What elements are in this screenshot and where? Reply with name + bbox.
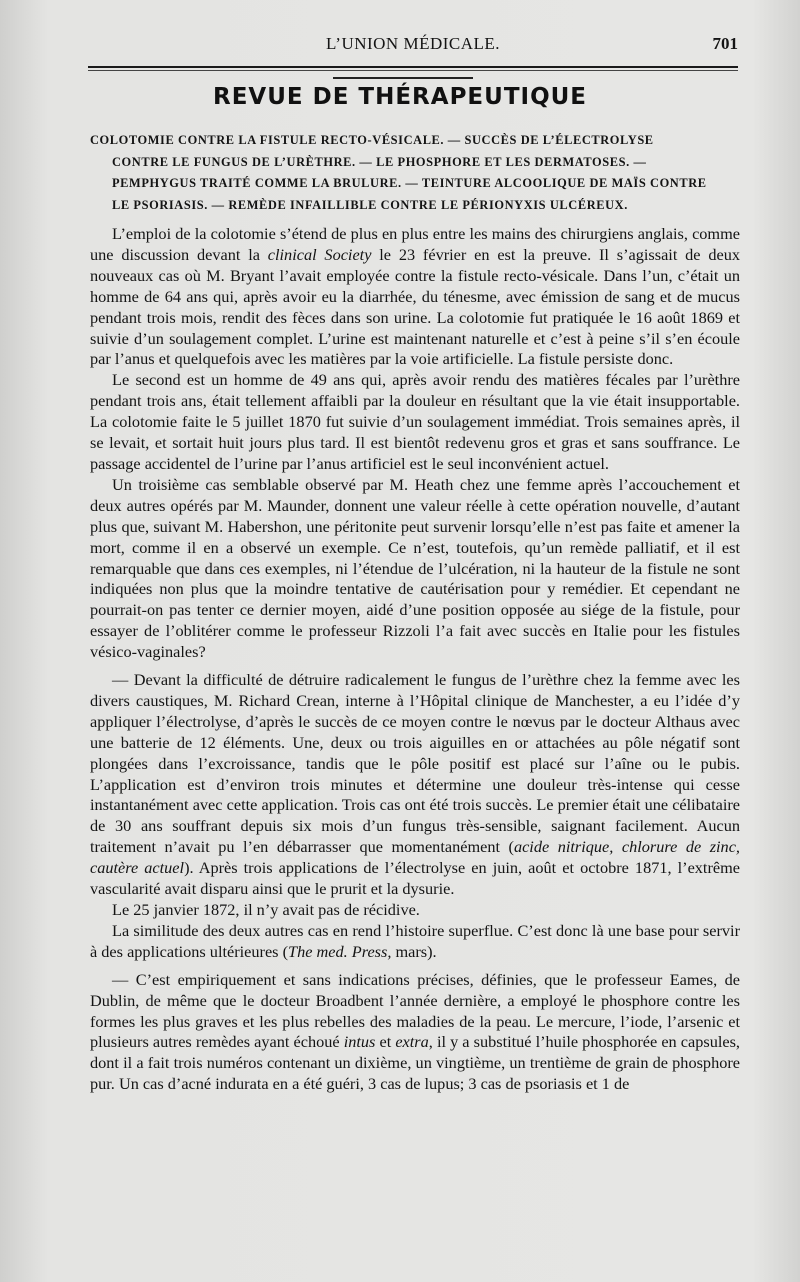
running-head [88, 34, 738, 60]
treatments-list: acide nitrique, chlorure de zinc, cautère actuel [90, 837, 740, 878]
journal-reference: The med. Press, [288, 941, 392, 961]
summary-line: CONTRE LE FUNGUS DE L’URÈTHRE. — LE PHOSPHORE ET LES DERMATOSES. — [112, 154, 647, 169]
paragraph-no-recurrence: Le 25 janvier 1872, il n’y avait pas de récidive. [112, 900, 420, 919]
header-rule [88, 66, 738, 68]
summary-line: COLOTOMIE CONTRE LA FISTULE RECTO-VÉSICALE. — SUCCÈS DE L’ÉLECTROLYSE [90, 133, 654, 147]
section-title: REVUE DE THÉRAPEUTIQUE [212, 84, 588, 110]
section-summary [90, 130, 740, 216]
paragraph-colotomy: L’emploi de la colotomie s’étend de plus en plus entre les mains des chirurgiens anglais, comme une discussion devant la clinical Society le 23 février en est la preuve. Il s’agissait de deux nouveaux cas où M. Bryant l’avait employée contre la fistule recto-vésicale. Dans l’un, c’était un homme de 64 ans qui, après avoir eu la diarrhée, du ténesme, avec émission de sang et de mucus pendant trois mois, rendit des fèces dans son urine. La colotomie fut pratiquée le 16 août 1869 et suivie d’un soulagement complet. L’urine est maintenant naturelle et c’est à peine s’il s’en écoule par l’anus et quelquefois avec les matières par la voie artificielle. La fistule persiste donc. [90, 224, 740, 369]
paragraph-similitude: La similitude des deux autres cas en rend l’histoire superflue. C’est donc là une base pour servir à des applications ultérieures (The med. Press, mars). [90, 920, 740, 961]
header-rule-thin [88, 70, 738, 71]
summary-line: PEMPHYGUS TRAITÉ COMME LA BRULURE. — TEINTURE ALCOOLIQUE DE MAÏS CONTRE [112, 176, 707, 190]
paragraph-electrolysis: — Devant la difficulté de détruire radicalement le fungus de l’urèthre chez la femme avec les divers caustiques, M. Richard Crean, interne à l’Hôpital clinique de Manchester, a eu l’idée d’y appliquer l’électrolyse, d’après le succès de ce moyen contre le nœvus par le docteur Althaus avec une batterie de 12 éléments. Une, deux ou trois aiguilles en or attachées au pôle négatif sont plongées dans l’excroissance, tandis que le pôle positif est placé sur l’aîne ou le pubis. L’application est d’environ trois minutes et détermine une douleur très-intense qui cesse instantanément avec cette application. Trois cas ont été trois succès. Le premier était une célibataire de 30 ans souffrant depuis six mois d’un fungus très-sensible, saignant facilement. Aucun traitement n’avait pu l’en débarrasser que momentanément (acide nitrique, chlorure de zinc, cautère actuel). Après trois applications de l’électrolyse en juin, août et octobre 1871, l’extrême vascularité avait disparu ainsi que le prurit et la dysurie. [90, 670, 740, 899]
paragraph-third-case: Un troisième cas semblable observé par M. Heath chez une femme après l’accouchement et deux autres opérés par M. Maunder, donnent une valeur réelle à cette opération nouvelle, d’autant plus que, suivant M. Habershon, une péritonite peut survenir lorsqu’elle n’est pas faite et amener la mort, comme il en a observé un exemple. Ce n’est, toutefois, qu’un remède palliatif, et il est remarquable que dans ces exemples, ni l’étendue de l’ulcération, ni la hauteur de la fistule ne sont indiquées non plus que la moindre tentative de cautérisation pour y remédier. Et cependant ne pourrait-on pas tenter ce dernier moyen, aidé d’une position opposée au siége de la fistule, pour essayer de l’oblitérer comme le professeur Rizzoli l’a fait avec succès en Italie pour les fistules vésico-vaginales? [90, 474, 740, 662]
paragraph-second-case: Le second est un homme de 49 ans qui, après avoir rendu des matières fécales par l’urèthre pendant trois ans, était tellement affaibli par la douleur en résultant que la vie était insupportable. La colotomie faite le 5 juillet 1870 fut suivie d’un soulagement immédiat. Trois semaines après, il se levait, et sortait huit jours plus tard. Il est bientôt redevenu gros et gras et sans souffrance. Le passage accidentel de l’urine par l’anus artificiel est le seul inconvénient actuel. [90, 370, 740, 473]
page-number: 701 [712, 34, 738, 53]
article-body [90, 224, 740, 1095]
summary-line: LE PSORIASIS. — REMÈDE INFAILLIBLE CONTRE LE PÉRIONYXIS ULCÉREUX. [112, 197, 628, 212]
title-ornament-rule [333, 77, 473, 79]
journal-name: L’UNION MÉDICALE. [325, 34, 501, 53]
journal-reference: clinical Society [267, 244, 372, 264]
paragraph-phosphorus: — C’est empiriquement et sans indications précises, définies, que le professeur Eames, de Dublin, de même que le docteur Broadbent l’année dernière, a employé le phosphore contre les formes les plus graves et les plus rebelles des maladies de la peau. Le mercure, l’iode, l’arsenic et plusieurs autres remèdes ayant échoué intus et extra, il y a substitué l’huile phosphorée en capsules, dont il a fait trois numéros contenant un dixième, un vingtième, un trentième de grain de phosphore pur. Un cas d’acné indurata en a été guéri, 3 cas de lupus; 3 cas de psoriasis et 1 de [90, 969, 741, 1094]
